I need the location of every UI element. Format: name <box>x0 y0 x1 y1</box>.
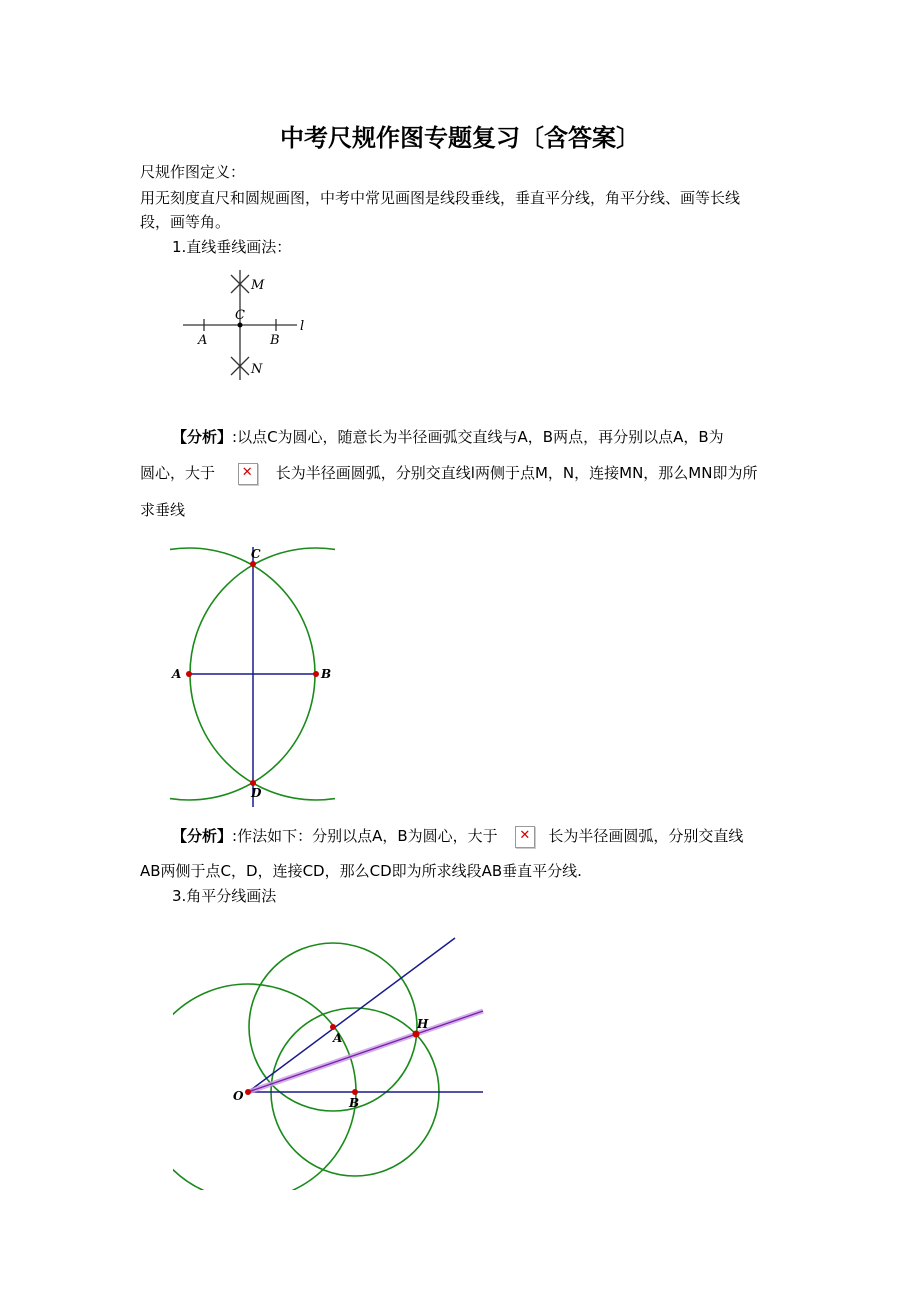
label-c: C <box>251 547 261 561</box>
label-b: B <box>321 667 332 681</box>
label-a: A <box>198 333 208 348</box>
label-d: D <box>251 786 262 800</box>
section1-heading: 1.直线垂线画法： <box>172 238 292 256</box>
analysis2-text-1a: :作法如下：分别以点A，B为圆心，大于 <box>232 827 498 845</box>
point-c <box>250 561 256 567</box>
point-b <box>352 1089 358 1095</box>
label-b: B <box>349 1096 360 1110</box>
angle-bisector-figure <box>165 930 495 1192</box>
label-a: A <box>333 1031 343 1045</box>
point-c <box>238 323 243 328</box>
analysis2-line-2: AB两侧于点C，D，连接CD，那么CD即为所求线段AB垂直平分线. <box>140 862 582 880</box>
page-title: 中考尺规作图专题复习〔含答案〕 <box>280 123 640 152</box>
analysis1-line-3: 求垂线 <box>140 501 186 519</box>
label-l: l <box>300 319 305 334</box>
section3-heading: 3.角平分线画法 <box>172 887 277 905</box>
label-h: H <box>417 1017 429 1031</box>
definition-text-line-1: 用无刻度直尺和圆规画图，中考中常见画图是线段垂线，垂直平分线，角平分线、画等长线 <box>140 189 741 207</box>
point-b <box>313 671 319 677</box>
analysis1-text-2b: 长为半径画圆弧，分别交直线l两侧于点M，N，连接MN，那么MN即为所 <box>275 464 758 482</box>
point-a <box>186 671 192 677</box>
analysis2-line-1 <box>172 825 743 848</box>
label-m: M <box>251 278 265 293</box>
bisector-oh <box>248 1011 483 1092</box>
analysis2-tag: 【分析】 <box>172 827 233 845</box>
definition-heading: 尺规作图定义： <box>140 163 246 181</box>
analysis1-line-2 <box>140 462 757 485</box>
perpendicular-bisector-figure <box>160 535 350 810</box>
label-c: C <box>235 308 245 323</box>
label-o: O <box>233 1089 244 1103</box>
definition-text-line-2: 段，画等角。 <box>140 213 231 231</box>
ray-oa <box>248 938 455 1092</box>
analysis1-tag: 【分析】 <box>172 428 233 446</box>
broken-image-icon: ✕ <box>515 826 535 848</box>
analysis1-line-1 <box>172 426 724 448</box>
analysis1-text-2a: 圆心，大于 <box>140 464 216 482</box>
label-a: A <box>172 667 182 681</box>
point-h <box>413 1031 420 1038</box>
broken-image-icon: ✕ <box>238 463 258 485</box>
analysis1-text-1: :以点C为圆心，随意长为半径画弧交直线与A，B两点，再分别以点A，B为 <box>232 428 724 446</box>
point-o <box>245 1089 251 1095</box>
analysis2-text-1b: 长为半径画圆弧，分别交直线 <box>548 827 744 845</box>
label-b: B <box>270 333 280 348</box>
label-n: N <box>251 362 263 377</box>
perpendicular-line-figure <box>175 265 325 385</box>
point-a <box>330 1024 336 1030</box>
